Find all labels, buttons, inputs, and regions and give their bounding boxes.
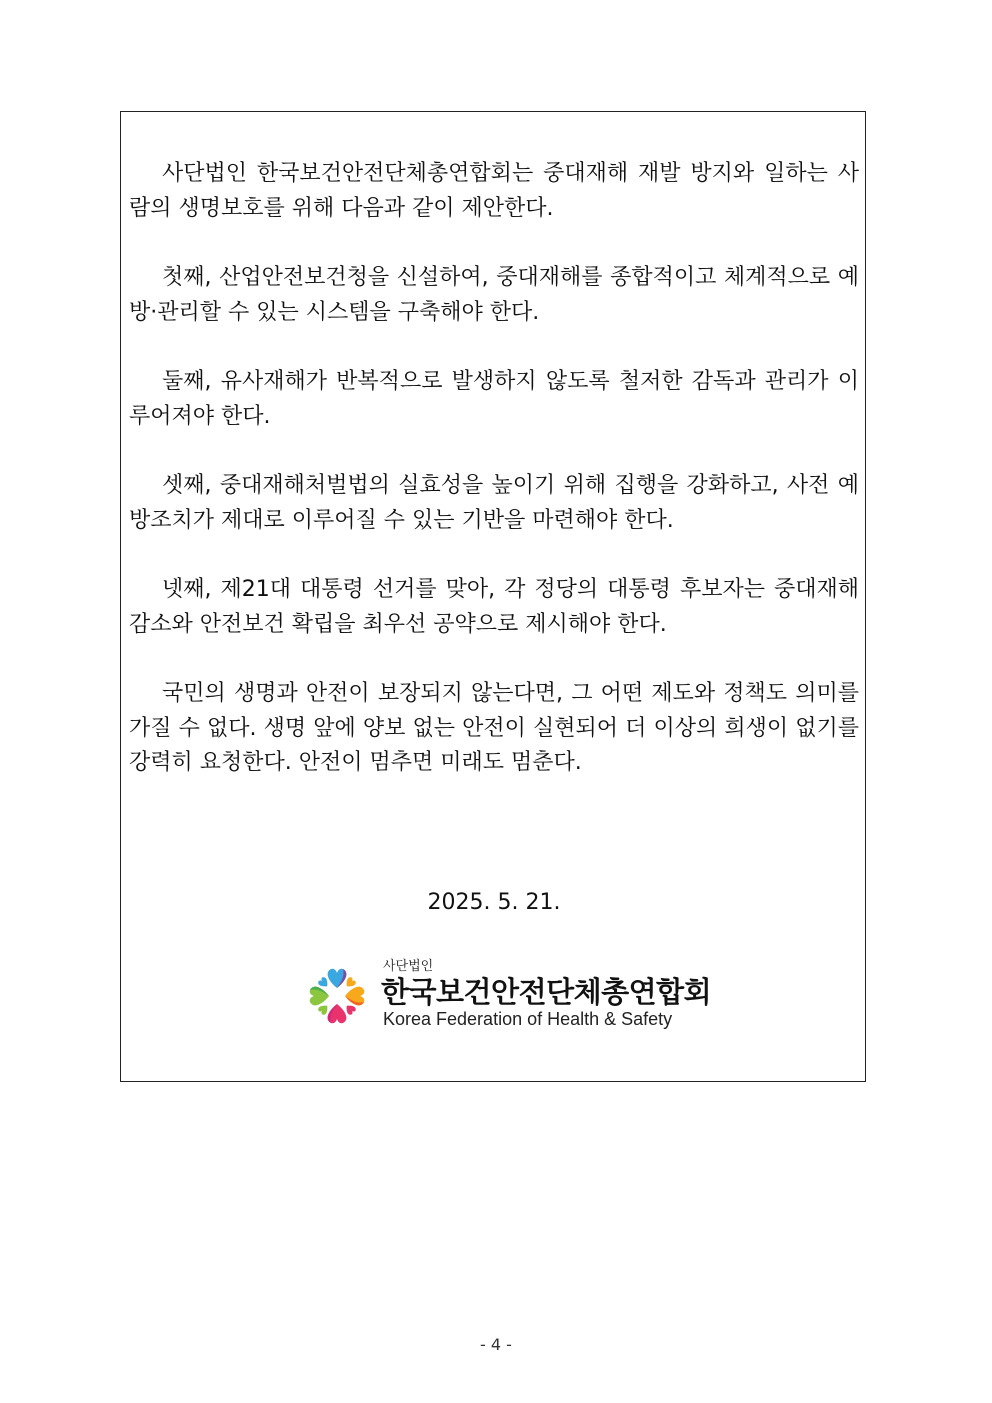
logo-organization-name: 한국보건안전단체총연합회 — [381, 975, 712, 1009]
statement-box — [120, 111, 866, 1082]
logo-english-name: Korea Federation of Health & Safety — [383, 1009, 673, 1029]
page-number: - 4 - — [480, 1335, 512, 1354]
logo-corporate-label: 사단법인 — [383, 959, 434, 974]
paragraph-conclusion: 국민의 생명과 안전이 보장되지 않는다면, 그 어떤 제도와 정책도 의미를 가질 수 없다. 생명 앞에 양보 없는 안전이 실현되어 더 이상의 희생이 없기를 강력히 요청한다. 안전이 멈추면 미래도 멈춘다. — [129, 681, 859, 775]
paragraph-fourth-proposal: 넷째, 제21대 대통령 선거를 맞아, 각 정당의 대통령 후보자는 중대재해 감소와 안전보건 확립을 최우선 공약으로 제시해야 한다. — [129, 577, 859, 637]
statement-date: 2025. 5. 21. — [427, 890, 561, 915]
organization-logo — [301, 957, 712, 1032]
heart-flower-logo-icon — [301, 960, 373, 1032]
paragraph-third-proposal: 셋째, 중대재해처벌법의 실효성을 높이기 위해 집행을 강화하고, 사전 예방조치가 제대로 이루어질 수 있는 기반을 마련해야 한다. — [129, 473, 859, 533]
paragraph-first-proposal: 첫째, 산업안전보건청을 신설하여, 중대재해를 종합적이고 체계적으로 예방·관리할 수 있는 시스템을 구축해야 한다. — [129, 265, 859, 325]
paragraph-second-proposal: 둘째, 유사재해가 반복적으로 발생하지 않도록 철저한 감독과 관리가 이루어져야 한다. — [129, 369, 859, 429]
paragraph-intro: 사단법인 한국보건안전단체총연합회는 중대재해 재발 방지와 일하는 사람의 생명보호를 위해 다음과 같이 제안한다. — [129, 161, 859, 221]
